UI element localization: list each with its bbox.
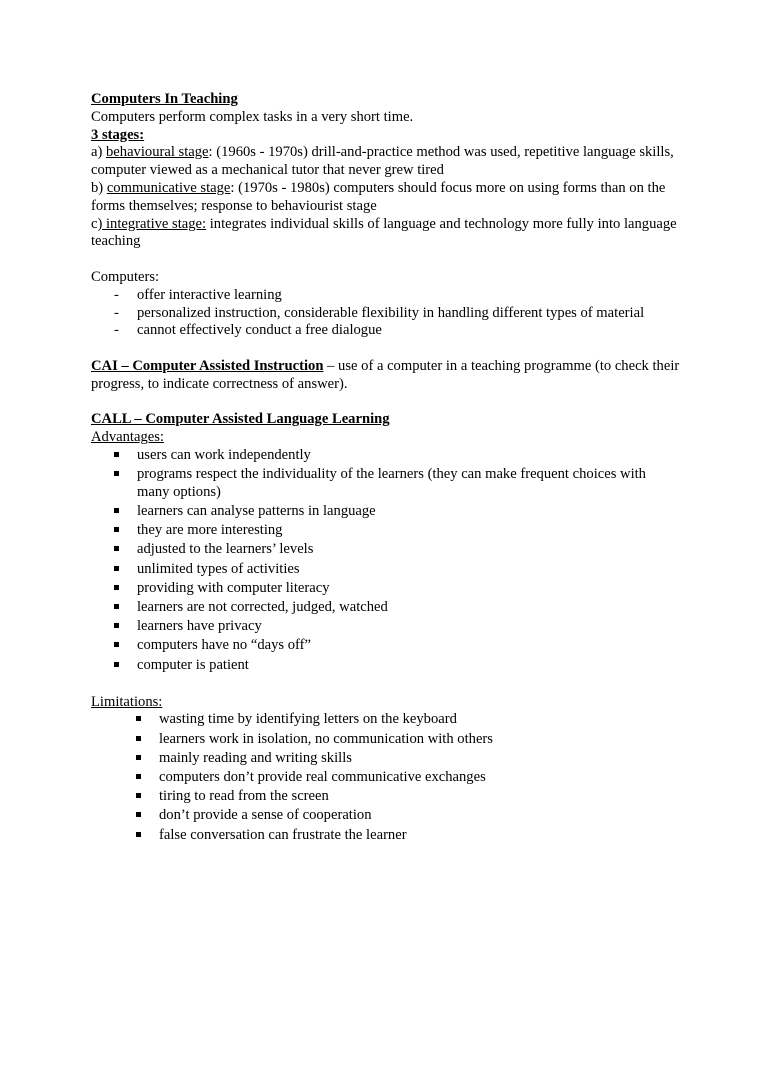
list-item	[91, 522, 681, 540]
square-bullet-icon	[136, 736, 141, 741]
square-bullet-icon	[114, 642, 119, 647]
square-bullet-icon	[114, 508, 119, 513]
list-item-text: wasting time by identifying letters on the keyboard	[159, 711, 457, 728]
list-item-text: computers have no “days off”	[137, 637, 311, 654]
spacer	[91, 340, 681, 358]
stage-c-name: ) integrative stage:	[97, 215, 207, 232]
dash-marker: -	[114, 286, 119, 303]
square-bullet-icon	[114, 527, 119, 532]
stage-c	[91, 216, 681, 252]
square-bullet-icon	[136, 832, 141, 837]
call-heading	[91, 411, 681, 429]
computers-list	[91, 287, 681, 340]
list-item	[91, 561, 681, 579]
list-item	[91, 750, 681, 768]
list-item-text: adjusted to the learners’ levels	[137, 541, 314, 558]
limitations-list	[91, 711, 681, 844]
computers-heading: Computers:	[91, 268, 160, 285]
list-item	[91, 807, 681, 825]
list-item	[91, 305, 681, 323]
advantages-label-text: Advantages:	[91, 429, 164, 446]
list-item-text: computers don’t provide real communicative exchanges	[159, 768, 486, 785]
list-item	[91, 287, 681, 305]
list-item	[91, 769, 681, 787]
list-item-text: learners work in isolation, no communication with others	[159, 730, 493, 747]
spacer	[91, 394, 681, 412]
square-bullet-icon	[114, 623, 119, 628]
call-heading-text: CALL – Computer Assisted Language Learning	[91, 411, 390, 428]
stage-b-text: : (1970s - 1980s) computers should focus more on using forms than on the forms themselves; response to behaviourist stage	[91, 179, 666, 214]
stage-b	[91, 180, 681, 216]
list-item	[91, 541, 681, 559]
square-bullet-icon	[136, 812, 141, 817]
list-item-text: tiring to read from the screen	[159, 788, 329, 805]
spacer	[91, 251, 681, 269]
list-item	[91, 657, 681, 675]
square-bullet-icon	[114, 662, 119, 667]
spacer	[91, 676, 681, 694]
list-item	[91, 599, 681, 617]
list-item	[91, 618, 681, 636]
limitations-label	[91, 694, 681, 712]
cai-text: – use of a computer in a teaching programme (to check their progress, to indicate correctness of answer).	[91, 357, 680, 392]
list-item	[91, 788, 681, 806]
stage-b-name: communicative stage	[106, 179, 231, 196]
list-item-text: computer is patient	[137, 656, 249, 673]
square-bullet-icon	[114, 546, 119, 551]
cai-paragraph	[91, 358, 681, 394]
stage-a-name: behavioural stage	[106, 144, 209, 161]
square-bullet-icon	[136, 774, 141, 779]
limitations-label-text: Limitations:	[91, 693, 163, 710]
square-bullet-icon	[114, 585, 119, 590]
stage-a-text: : (1960s - 1970s) drill-and-practice method was used, repetitive language skills, computer viewed as a mechanical tutor that never grew tired	[91, 144, 674, 179]
list-item-text: unlimited types of activities	[137, 560, 300, 577]
square-bullet-icon	[136, 755, 141, 760]
stage-b-prefix: b)	[91, 179, 107, 196]
list-item	[91, 827, 681, 845]
stage-a-prefix: a)	[91, 144, 106, 161]
list-item-text: they are more interesting	[137, 522, 283, 539]
list-item	[91, 711, 681, 729]
advantages-label	[91, 429, 681, 447]
stage-c-text: integrates individual skills of language and technology more fully into language teaching	[91, 215, 677, 250]
stage-c-prefix: c	[91, 215, 98, 232]
list-item-text: learners can analyse patterns in language	[137, 503, 376, 520]
list-item	[91, 580, 681, 598]
cai-term: CAI – Computer Assisted Instruction	[91, 357, 324, 374]
list-item-text: offer interactive learning	[137, 286, 282, 303]
list-item	[91, 731, 681, 749]
list-item-text: cannot effectively conduct a free dialogue	[137, 322, 382, 339]
list-item-text: programs respect the individuality of the learners (they can make frequent choices with many options)	[137, 466, 646, 500]
list-item-text: providing with computer literacy	[137, 579, 330, 596]
stages-heading	[91, 127, 681, 145]
square-bullet-icon	[114, 452, 119, 457]
list-item	[91, 503, 681, 521]
advantages-list	[91, 447, 681, 674]
list-item	[91, 637, 681, 655]
square-bullet-icon	[136, 793, 141, 798]
square-bullet-icon	[114, 471, 119, 476]
document-title	[91, 91, 681, 109]
title-text: Computers In Teaching	[91, 91, 238, 107]
list-item-text: don’t provide a sense of cooperation	[159, 807, 372, 824]
list-item-text: learners are not corrected, judged, watched	[137, 599, 388, 616]
stage-a	[91, 144, 681, 180]
stages-heading-text: 3 stages:	[91, 126, 145, 143]
list-item-text: mainly reading and writing skills	[159, 749, 352, 766]
list-item	[91, 447, 681, 465]
list-item	[91, 322, 681, 340]
list-item-text: users can work independently	[137, 446, 311, 463]
square-bullet-icon	[114, 566, 119, 571]
list-item-text: false conversation can frustrate the learner	[159, 826, 407, 843]
dash-marker: -	[114, 304, 119, 321]
document-page	[91, 91, 681, 846]
dash-marker: -	[114, 322, 119, 339]
list-item-text: learners have privacy	[137, 618, 262, 635]
intro-text: Computers perform complex tasks in a very short time.	[91, 108, 414, 125]
square-bullet-icon	[114, 604, 119, 609]
list-item	[91, 466, 681, 502]
square-bullet-icon	[136, 716, 141, 721]
list-item-text: personalized instruction, considerable flexibility in handling different types of material	[137, 304, 645, 321]
